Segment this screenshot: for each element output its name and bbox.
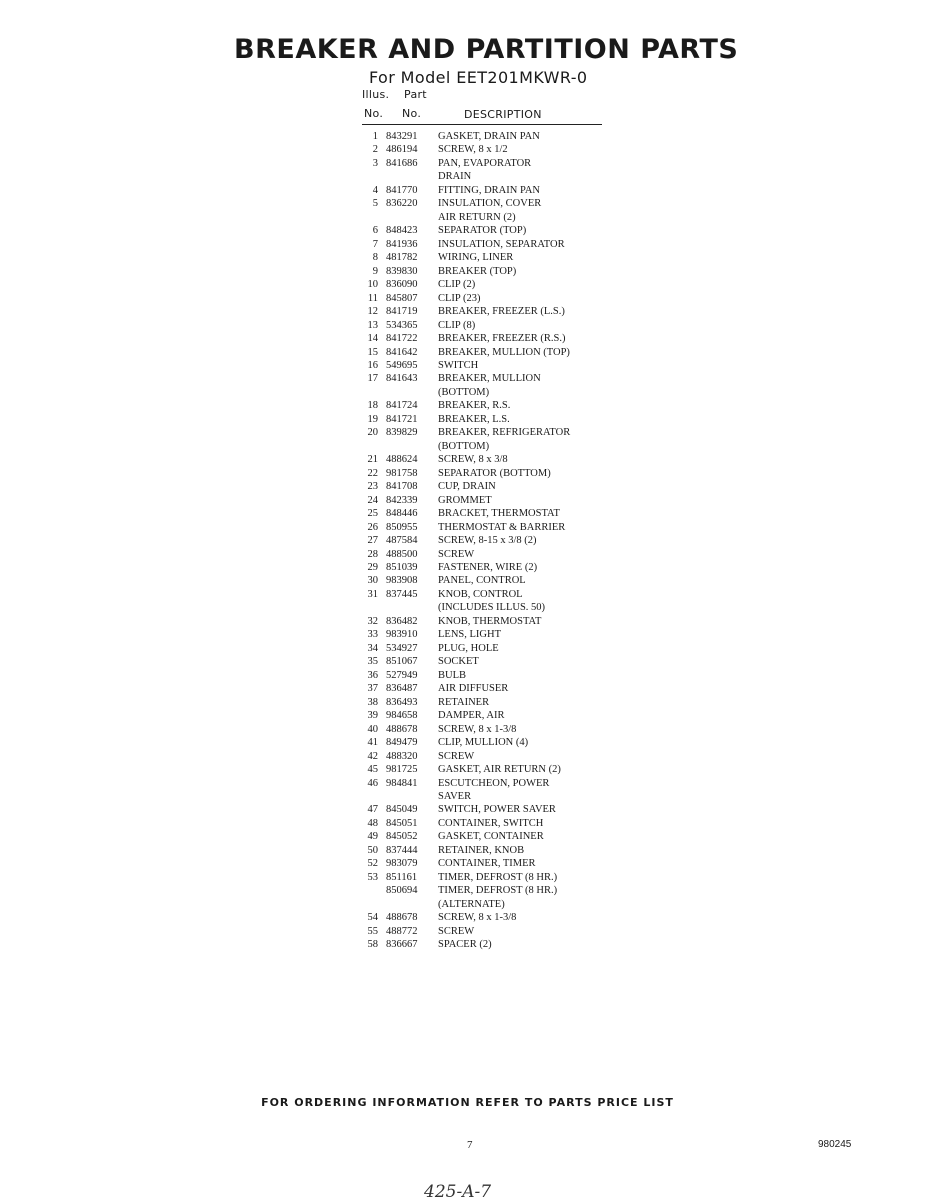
illus-number: 7 — [372, 238, 378, 250]
part-number: 839829 — [386, 427, 418, 439]
part-description: (INCLUDES ILLUS. 50) — [438, 602, 546, 614]
illus-number: 50 — [367, 844, 378, 856]
part-row — [362, 184, 612, 197]
part-row — [362, 224, 612, 237]
part-number: 488320 — [386, 750, 418, 762]
illus-number: 16 — [367, 359, 378, 371]
part-description: TIMER, DEFROST (8 HR.) — [438, 871, 558, 883]
document-number: 980245 — [818, 1139, 852, 1150]
part-number: 841719 — [386, 306, 418, 318]
part-description: CONTAINER, SWITCH — [438, 817, 544, 829]
illus-number — [362, 884, 382, 897]
part-number: 981725 — [386, 764, 418, 776]
part-description: RETAINER — [438, 696, 490, 708]
part-row — [362, 803, 612, 816]
illus-number: 35 — [367, 656, 378, 668]
illus-number: 54 — [367, 912, 378, 924]
part-row — [362, 736, 612, 749]
part-number: 983079 — [386, 858, 418, 870]
part-row — [362, 251, 612, 264]
part-row — [362, 211, 612, 224]
illus-number: 34 — [367, 642, 378, 654]
part-description: CUP, DRAIN — [438, 481, 496, 493]
part-number: 850955 — [386, 521, 418, 533]
part-row — [362, 386, 612, 399]
part-description: (BOTTOM) — [438, 386, 490, 398]
part-description: SOCKET — [438, 656, 479, 668]
part-number: 841642 — [386, 346, 418, 358]
handwritten-note: 425-A-7 — [424, 1182, 492, 1202]
ordering-note: FOR ORDERING INFORMATION REFER TO PARTS PRICE LIST — [261, 1096, 674, 1109]
part-row — [362, 938, 612, 951]
part-description: GASKET, CONTAINER — [438, 831, 544, 843]
part-description: ESCUTCHEON, POWER — [438, 777, 550, 789]
part-description: BREAKER, R.S. — [438, 400, 511, 412]
part-description: PANEL, CONTROL — [438, 575, 526, 587]
illus-number: 38 — [367, 696, 378, 708]
part-description: FASTENER, WIRE (2) — [438, 562, 538, 573]
illus-number — [362, 170, 382, 183]
part-description: DRAIN — [438, 171, 472, 183]
part-number: 842339 — [386, 494, 418, 506]
part-number: 851067 — [386, 656, 418, 668]
part-number: 534927 — [386, 642, 418, 654]
part-description: INSULATION, COVER — [438, 198, 542, 210]
part-row — [362, 777, 612, 790]
part-row — [362, 292, 612, 305]
part-description: SEPARATOR (BOTTOM) — [438, 467, 551, 479]
part-number: 849479 — [386, 737, 418, 749]
illus-number: 52 — [367, 858, 378, 870]
part-row — [362, 426, 612, 439]
part-row — [362, 197, 612, 210]
illus-number — [362, 898, 382, 911]
part-row — [362, 332, 612, 345]
part-description: DAMPER, AIR — [438, 710, 505, 722]
part-number: 836482 — [386, 615, 418, 627]
part-description: GASKET, AIR RETURN (2) — [438, 764, 561, 776]
illus-number — [362, 211, 382, 224]
part-description: BULB — [438, 669, 467, 681]
illus-number: 17 — [367, 373, 378, 385]
part-number: 486194 — [386, 144, 418, 156]
part-description: CLIP, MULLION (4) — [438, 737, 529, 749]
part-row — [362, 346, 612, 359]
illus-number — [362, 790, 382, 803]
part-row — [362, 750, 612, 763]
illus-number: 47 — [367, 804, 378, 816]
illus-number: 20 — [367, 427, 378, 439]
part-number: 845049 — [386, 804, 418, 816]
part-description: SCREW, 8 x 1-3/8 — [438, 912, 517, 924]
part-number: 845052 — [386, 831, 418, 843]
part-description: PAN, EVAPORATOR — [438, 157, 532, 169]
illus-number: 3 — [372, 157, 378, 169]
illus-number: 8 — [372, 252, 378, 264]
part-row — [362, 534, 612, 547]
part-description: CONTAINER, TIMER — [438, 858, 536, 870]
illus-no-column-header: No. — [364, 107, 384, 120]
illus-number: 40 — [367, 723, 378, 735]
part-row — [362, 494, 612, 507]
part-number: 841936 — [386, 238, 418, 250]
part-description: SPACER (2) — [438, 939, 492, 951]
part-number — [382, 211, 438, 224]
part-row — [362, 480, 612, 493]
part-description: SWITCH — [438, 359, 479, 371]
part-number: 841708 — [386, 481, 418, 493]
illus-number: 58 — [367, 939, 378, 951]
illus-column-header-top: Illus. — [362, 88, 390, 101]
part-description: BREAKER, MULLION — [438, 373, 541, 385]
part-number — [382, 898, 438, 911]
part-description: KNOB, THERMOSTAT — [438, 615, 542, 627]
illus-number: 45 — [367, 764, 378, 776]
illus-number: 23 — [367, 481, 378, 493]
part-description: SWITCH, POWER SAVER — [438, 804, 556, 816]
part-description: GASKET, DRAIN PAN — [438, 131, 540, 142]
part-description: TIMER, DEFROST (8 HR.) — [438, 885, 558, 897]
part-row — [362, 574, 612, 587]
part-description: BREAKER (TOP) — [438, 265, 517, 277]
part-number: 534365 — [386, 319, 418, 331]
part-row — [362, 238, 612, 251]
illus-number — [362, 601, 382, 614]
part-number: 981758 — [386, 467, 418, 479]
part-description: AIR DIFFUSER — [438, 683, 509, 695]
part-description: KNOB, CONTROL — [438, 588, 523, 600]
part-row — [362, 615, 612, 628]
part-row — [362, 884, 612, 897]
part-row — [362, 696, 612, 709]
part-row — [362, 319, 612, 332]
illus-number: 24 — [367, 494, 378, 506]
part-number: 983908 — [386, 575, 418, 587]
part-number: 488678 — [386, 723, 418, 735]
part-row — [362, 305, 612, 318]
illus-number: 13 — [367, 319, 378, 331]
part-description: WIRING, LINER — [438, 252, 514, 264]
part-description: BREAKER, REFRIGERATOR — [438, 427, 571, 439]
part-number — [382, 790, 438, 803]
part-description: PLUG, HOLE — [438, 642, 499, 654]
part-row — [362, 871, 612, 884]
part-description: SCREW — [438, 750, 475, 762]
part-row — [362, 723, 612, 736]
part-number: 841721 — [386, 413, 418, 425]
part-row — [362, 507, 612, 520]
illus-number: 25 — [367, 508, 378, 520]
part-number: 841770 — [386, 184, 418, 196]
illus-number: 14 — [367, 333, 378, 345]
part-description: SCREW, 8 x 3/8 — [438, 454, 508, 466]
part-column-header-top: Part — [404, 88, 427, 101]
part-description: FITTING, DRAIN PAN — [438, 184, 540, 196]
part-row — [362, 265, 612, 278]
part-row — [362, 830, 612, 843]
illus-number — [362, 386, 382, 399]
illus-number: 19 — [367, 413, 378, 425]
part-number: 488772 — [386, 925, 418, 937]
illus-number: 6 — [372, 225, 378, 237]
part-row — [362, 170, 612, 183]
illus-number: 27 — [367, 535, 378, 547]
part-description: CLIP (8) — [438, 319, 476, 331]
part-row — [362, 372, 612, 385]
part-row — [362, 278, 612, 291]
model-subtitle: For Model EET201MKWR-0 — [369, 68, 588, 87]
illus-number: 11 — [367, 292, 378, 304]
part-row — [362, 440, 612, 453]
part-number: 845051 — [386, 817, 418, 829]
part-row — [362, 628, 612, 641]
part-description: BREAKER, MULLION (TOP) — [438, 346, 570, 358]
illus-number: 46 — [367, 777, 378, 789]
part-row — [362, 157, 612, 170]
part-row — [362, 898, 612, 911]
part-number — [382, 386, 438, 399]
illus-number: 1 — [372, 131, 378, 142]
part-number: 527949 — [386, 669, 418, 681]
part-description: RETAINER, KNOB — [438, 844, 525, 856]
part-row — [362, 467, 612, 480]
part-row — [362, 588, 612, 601]
part-number: 488624 — [386, 454, 418, 466]
illus-number: 33 — [367, 629, 378, 641]
part-description: BREAKER, FREEZER (L.S.) — [438, 306, 565, 318]
part-number — [382, 440, 438, 453]
page-number: 7 — [467, 1139, 473, 1151]
part-description: (ALTERNATE) — [438, 898, 505, 910]
illus-number: 30 — [367, 575, 378, 587]
illus-number: 42 — [367, 750, 378, 762]
part-row — [362, 844, 612, 857]
part-description: SCREW, 8 x 1-3/8 — [438, 723, 517, 735]
part-number: 848423 — [386, 225, 418, 237]
page-title: BREAKER AND PARTITION PARTS — [234, 34, 739, 65]
illus-number: 29 — [367, 562, 378, 573]
part-row — [362, 925, 612, 938]
illus-number: 41 — [367, 737, 378, 749]
part-row — [362, 561, 612, 574]
part-row — [362, 399, 612, 412]
illus-number: 37 — [367, 683, 378, 695]
part-row — [362, 911, 612, 924]
part-row — [362, 763, 612, 776]
illus-number: 22 — [367, 467, 378, 479]
part-row — [362, 655, 612, 668]
part-number: 836090 — [386, 279, 418, 291]
part-number: 488678 — [386, 912, 418, 924]
parts-list — [362, 130, 612, 952]
part-description: SCREW, 8-15 x 3/8 (2) — [438, 535, 537, 547]
illus-number: 5 — [372, 198, 378, 210]
part-number: 836220 — [386, 198, 418, 210]
part-number: 836487 — [386, 683, 418, 695]
part-description: THERMOSTAT & BARRIER — [438, 521, 566, 533]
illus-number: 36 — [367, 669, 378, 681]
illus-number: 39 — [367, 710, 378, 722]
part-row — [362, 521, 612, 534]
part-row — [362, 682, 612, 695]
part-description: SEPARATOR (TOP) — [438, 225, 527, 237]
illus-number: 49 — [367, 831, 378, 843]
part-no-column-header: No. — [402, 107, 422, 120]
part-row — [362, 143, 612, 156]
part-row — [362, 709, 612, 722]
illus-number: 15 — [367, 346, 378, 358]
part-row — [362, 642, 612, 655]
illus-number: 2 — [372, 144, 378, 156]
illus-number: 26 — [367, 521, 378, 533]
illus-number: 55 — [367, 925, 378, 937]
part-number: 851161 — [386, 871, 418, 883]
part-row — [362, 601, 612, 614]
part-number: 549695 — [386, 359, 418, 371]
illus-number — [362, 440, 382, 453]
part-description: SCREW — [438, 548, 475, 560]
part-row — [362, 857, 612, 870]
part-number: 841724 — [386, 400, 418, 412]
part-description: GROMMET — [438, 494, 492, 506]
illus-number: 53 — [367, 871, 378, 883]
part-row — [362, 790, 612, 803]
part-description: CLIP (2) — [438, 279, 476, 291]
part-number: 984658 — [386, 710, 418, 722]
part-row — [362, 413, 612, 426]
header-rule — [362, 124, 602, 125]
part-number: 841686 — [386, 157, 418, 169]
part-number: 845807 — [386, 292, 418, 304]
illus-number: 12 — [367, 306, 378, 318]
part-number: 983910 — [386, 629, 418, 641]
part-number: 841722 — [386, 333, 418, 345]
part-description: INSULATION, SEPARATOR — [438, 238, 565, 250]
part-number: 836667 — [386, 939, 418, 951]
part-description: CLIP (23) — [438, 292, 481, 304]
illus-number: 18 — [367, 400, 378, 412]
part-description: BREAKER, FREEZER (R.S.) — [438, 333, 566, 345]
part-description: BRACKET, THERMOSTAT — [438, 508, 560, 520]
part-row — [362, 359, 612, 372]
part-number: 850694 — [386, 885, 418, 897]
part-number: 837444 — [386, 844, 418, 856]
part-row — [362, 130, 612, 143]
description-column-header: DESCRIPTION — [464, 108, 542, 121]
part-number: 836493 — [386, 696, 418, 708]
illus-number: 21 — [367, 454, 378, 466]
part-number — [382, 601, 438, 614]
part-description: AIR RETURN (2) — [438, 211, 516, 223]
illus-number: 4 — [372, 184, 378, 196]
part-number: 488500 — [386, 548, 418, 560]
illus-number: 31 — [367, 588, 378, 600]
part-description: BREAKER, L.S. — [438, 413, 510, 425]
part-description: (BOTTOM) — [438, 440, 490, 452]
illus-number: 48 — [367, 817, 378, 829]
illus-number: 10 — [367, 279, 378, 291]
illus-number: 9 — [372, 265, 378, 277]
part-number: 984841 — [386, 777, 418, 789]
part-number: 837445 — [386, 588, 418, 600]
part-number: 843291 — [386, 131, 418, 142]
illus-number: 32 — [367, 615, 378, 627]
part-description: SCREW, 8 x 1/2 — [438, 144, 508, 156]
part-number — [382, 170, 438, 183]
part-number: 481782 — [386, 252, 418, 264]
part-row — [362, 817, 612, 830]
part-number: 839830 — [386, 265, 418, 277]
part-row — [362, 453, 612, 466]
part-description: SCREW — [438, 925, 475, 937]
part-description: SAVER — [438, 790, 472, 802]
part-number: 487584 — [386, 535, 418, 547]
part-row — [362, 548, 612, 561]
illus-number: 28 — [367, 548, 378, 560]
part-number: 848446 — [386, 508, 418, 520]
part-description: LENS, LIGHT — [438, 629, 501, 641]
part-number: 851039 — [386, 562, 418, 573]
part-row — [362, 669, 612, 682]
part-number: 841643 — [386, 373, 418, 385]
